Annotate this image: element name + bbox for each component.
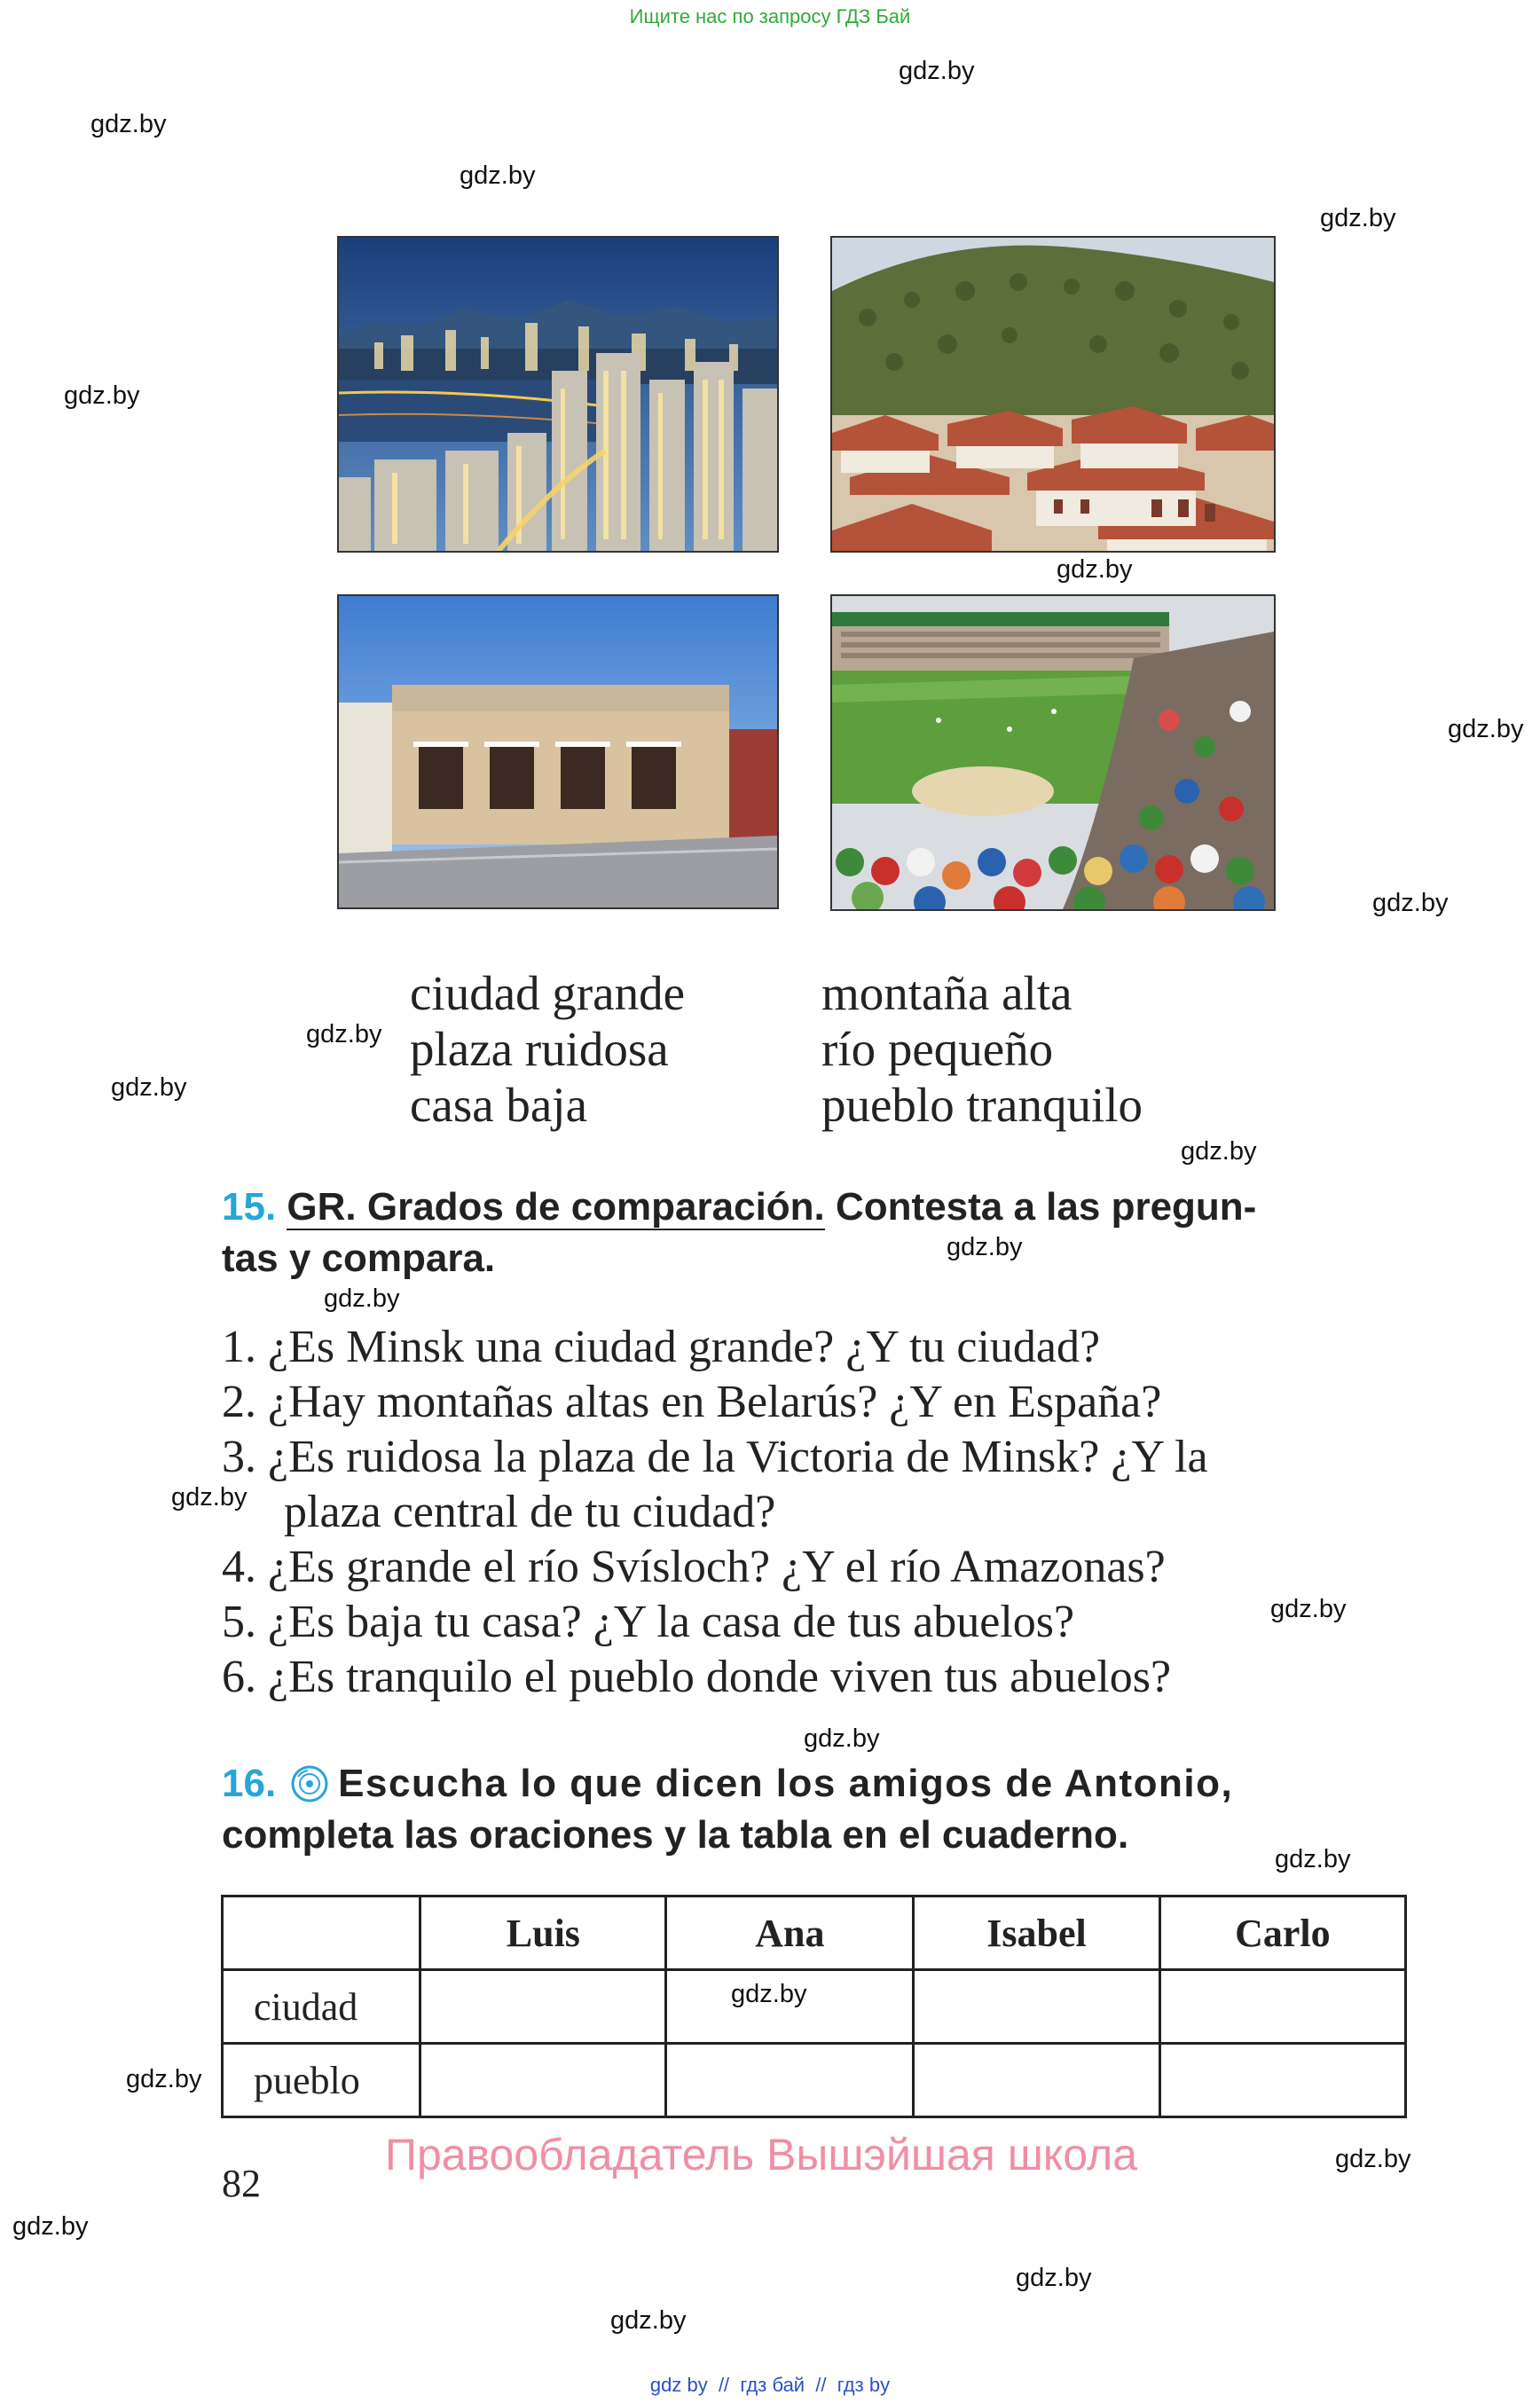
vocab-item: río pequeño	[821, 1022, 1054, 1076]
vocab-item: ciudad grande	[410, 966, 685, 1020]
question-5: 5. ¿Es baja tu casa? ¿Y la casa de tus abuelos?	[222, 1597, 1075, 1647]
photo-low-house	[337, 594, 779, 909]
watermark: gdz.by	[1016, 2264, 1092, 2292]
watermark: gdz.by	[1448, 715, 1524, 743]
watermark: gdz.by	[804, 1724, 880, 1753]
question-3-cont: plaza central de tu ciudad?	[284, 1487, 776, 1537]
table-row	[223, 2044, 1406, 2117]
question-1: 1. ¿Es Minsk una ciudad grande? ¿Y tu ciudad?	[222, 1322, 1101, 1372]
watermark: gdz.by	[1320, 204, 1396, 232]
mountain-village-image	[832, 238, 1274, 551]
table-row-label: ciudad	[223, 1970, 420, 2044]
stadium-crowd-image	[832, 596, 1274, 909]
watermark: gdz.by	[306, 1020, 382, 1048]
table-header-cell: Luis	[420, 1896, 666, 1970]
search-hint: Ищите нас по запросу ГДЗ Бай	[629, 5, 911, 27]
table-cell	[914, 2044, 1159, 2117]
watermark: gdz.by	[111, 1073, 187, 1102]
table-header-cell: Carlo	[1159, 1896, 1405, 1970]
vocab-right-column	[821, 965, 1143, 1133]
watermark: gdz.by	[1057, 555, 1133, 584]
watermark: gdz.by	[610, 2306, 687, 2335]
task-number: 16.	[222, 1762, 277, 1805]
table-row	[223, 1970, 1406, 2044]
table-header-row	[223, 1896, 1406, 1970]
table-cell	[1159, 1970, 1405, 2044]
photo-mountain-village	[830, 236, 1276, 553]
table-cell	[420, 2044, 666, 2117]
task-15-heading	[222, 1182, 1410, 1284]
question-6: 6. ¿Es tranquilo el pueblo donde viven tus abuelos?	[222, 1652, 1172, 1702]
table-cell	[420, 1970, 666, 2044]
night-city-image	[339, 238, 777, 551]
watermark: gdz.by	[731, 1980, 807, 2008]
vocab-item: plaza ruidosa	[410, 1022, 669, 1076]
table-header-cell	[223, 1896, 420, 1970]
watermark: gdz.by	[64, 381, 140, 410]
question-3: 3. ¿Es ruidosa la plaza de la Victoria de Minsk? ¿Y la	[222, 1432, 1208, 1482]
task-instruction-cont: completa las oraciones y la tabla en el cuaderno.	[222, 1813, 1129, 1857]
question-2: 2. ¿Hay montañas altas en Belarús? ¿Y en España?	[222, 1377, 1162, 1427]
grammar-topic: GR. Grados de comparación.	[287, 1185, 825, 1229]
watermark: gdz.by	[947, 1233, 1023, 1261]
friends-table	[221, 1895, 1407, 2118]
table-row-label: pueblo	[223, 2044, 420, 2117]
table-cell	[1159, 2044, 1405, 2117]
photo-stadium-crowd	[830, 594, 1276, 911]
watermark: gdz.by	[90, 110, 167, 138]
watermark: gdz.by	[1275, 1845, 1351, 1873]
watermark: gdz.by	[324, 1284, 400, 1313]
table-header-cell: Isabel	[914, 1896, 1159, 1970]
watermark: gdz.by	[12, 2212, 89, 2241]
task-number: 15.	[222, 1185, 277, 1229]
audio-disc-icon[interactable]	[290, 1764, 329, 1803]
vocab-item: montaña alta	[821, 966, 1072, 1020]
watermark: gdz.by	[1335, 2145, 1411, 2173]
low-house-image	[339, 596, 777, 907]
photo-night-city	[337, 236, 779, 553]
watermark: gdz.by	[899, 57, 975, 85]
vocab-item: casa baja	[410, 1078, 587, 1132]
watermark: gdz.by	[1181, 1137, 1257, 1166]
vocab-left-column	[410, 965, 685, 1133]
page-number: 82	[222, 2162, 261, 2205]
task-instruction-cont: tas y compara.	[222, 1237, 496, 1280]
watermark: gdz.by	[1372, 889, 1449, 917]
task-instruction: Contesta a las pregun-	[836, 1185, 1257, 1229]
watermark: gdz.by	[1270, 1595, 1347, 1623]
watermark: gdz.by	[460, 161, 536, 190]
watermark: gdz.by	[171, 1483, 248, 1512]
copyright-notice: Правообладатель Вышэйшая школа	[385, 2130, 1137, 2179]
table-cell	[666, 1970, 914, 2044]
task-16-heading	[222, 1758, 1410, 1861]
footer-links[interactable]: gdz by // гдз бай // гдз by	[649, 2374, 891, 2396]
task-instruction: Escucha lo que dicen los amigos de Antonio,	[338, 1762, 1234, 1805]
watermark: gdz.by	[126, 2065, 202, 2093]
table-cell	[666, 2044, 914, 2117]
vocab-item: pueblo tranquilo	[821, 1078, 1143, 1132]
question-4: 4. ¿Es grande el río Svísloch? ¿Y el río Amazonas?	[222, 1542, 1166, 1592]
table-header-cell: Ana	[666, 1896, 914, 1970]
table-cell	[914, 1970, 1159, 2044]
